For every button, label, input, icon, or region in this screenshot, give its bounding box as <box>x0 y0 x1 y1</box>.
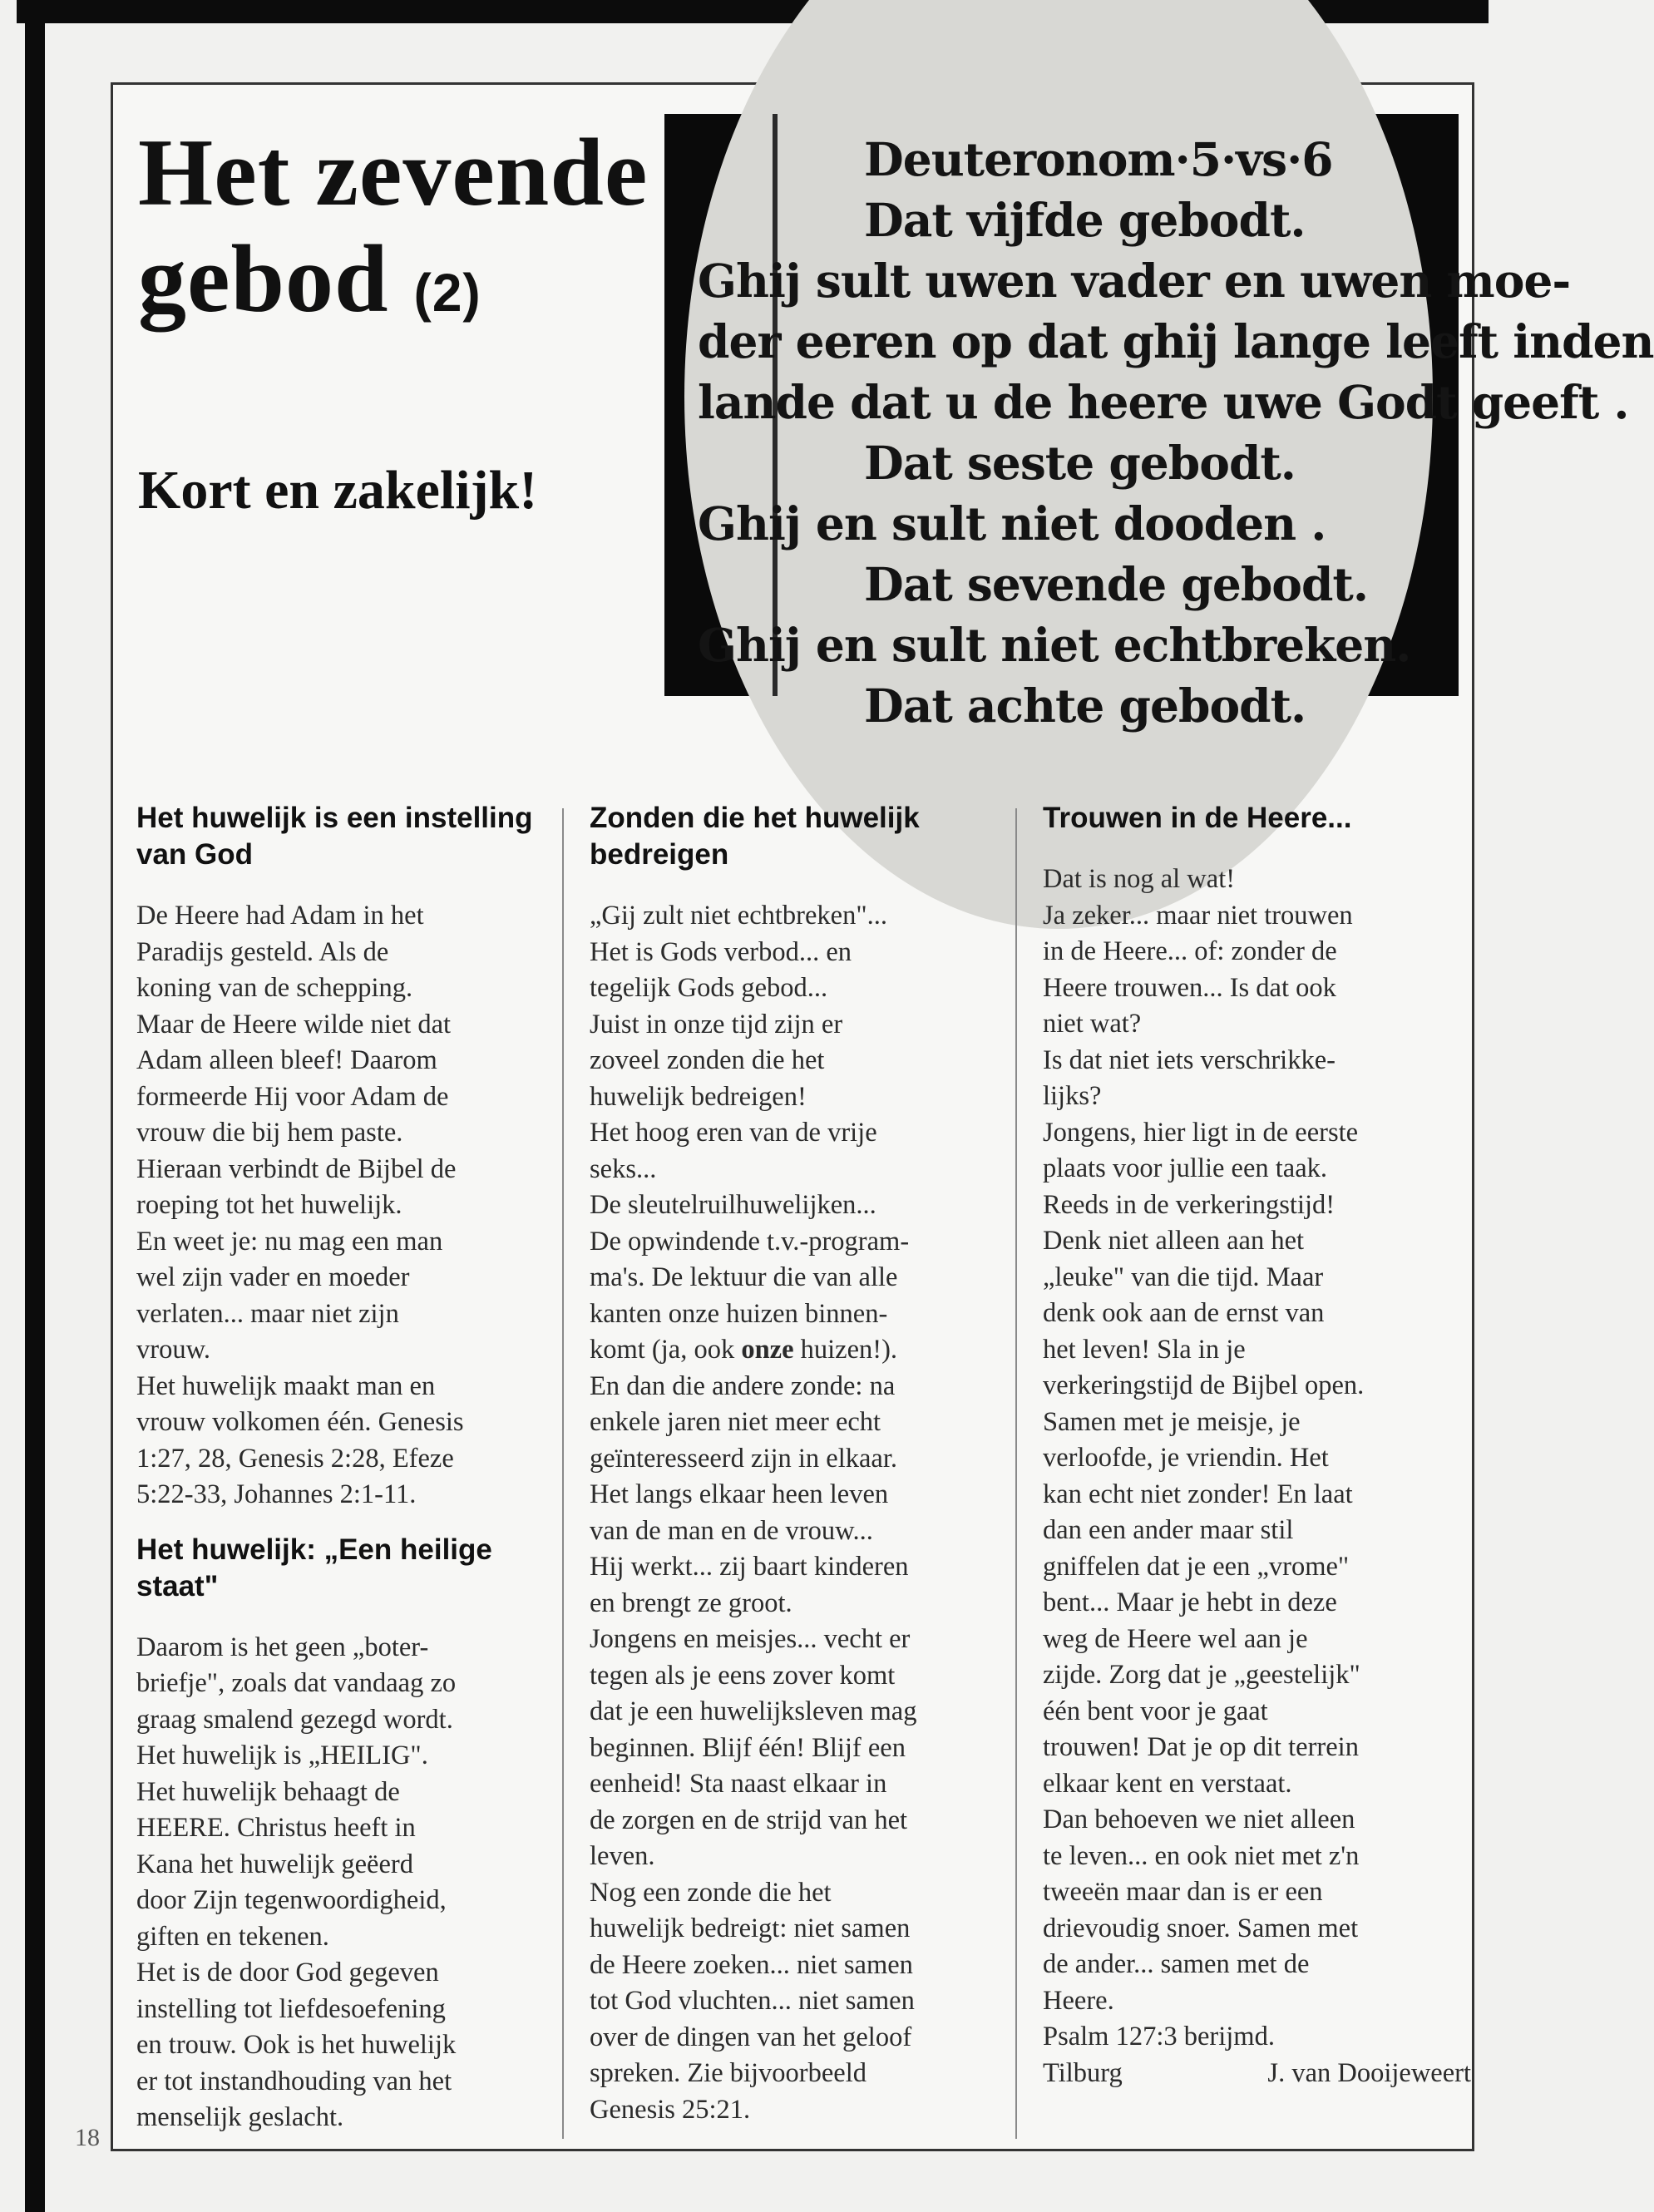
body-line: Kana het huwelijk geëerd <box>136 1849 413 1879</box>
body-line: bent... Maar je hebt in deze <box>1043 1587 1337 1617</box>
body-line: huwelijk bedreigen! <box>590 1081 807 1112</box>
body-line: En dan die andere zonde: na <box>590 1370 896 1401</box>
body-line: Het is Gods verbod... en <box>590 936 852 967</box>
body-line: Hieraan verbindt de Bijbel de <box>136 1153 457 1184</box>
body-line: menselijk geslacht. <box>136 2102 344 2132</box>
body-line: graag smalend gezegd wordt. <box>136 1704 453 1735</box>
illustration-text <box>698 129 1654 736</box>
body-line: „leuke" van die tijd. Maar <box>1043 1262 1324 1292</box>
body-line: wel zijn vader en moeder <box>136 1262 410 1292</box>
body-line: en brengt ze groot. <box>590 1587 792 1618</box>
body-line: weg de Heere wel aan je <box>1043 1623 1308 1654</box>
body-line: één bent voor je gaat <box>1043 1696 1268 1726</box>
body-line: Daarom is het geen „boter- <box>136 1632 429 1662</box>
body-line: kanten onze huizen binnen- <box>590 1298 888 1329</box>
illustration-line: Ghij en sult niet echtbreken. <box>698 618 1411 672</box>
illustration-line: Dat achte gebodt. <box>864 679 1306 733</box>
illustration-line: Dat seste gebodt. <box>864 436 1296 490</box>
body-line: HEERE. Christus heeft in <box>136 1813 416 1843</box>
body-line: zijde. Zorg dat je „geestelijk" <box>1043 1660 1360 1690</box>
signature <box>1043 2056 1471 2092</box>
ten-commandments-illustration <box>664 114 1654 733</box>
body-line: koning van de schepping. <box>136 973 413 1003</box>
middle-column <box>590 800 1018 2128</box>
body-line: formeerde Hij voor Adam de <box>136 1081 449 1112</box>
body-line: roeping tot het huwelijk. <box>136 1190 402 1220</box>
body-line: De Heere had Adam in het <box>136 901 424 931</box>
body-line: er tot instandhouding van het <box>136 2066 452 2096</box>
body-line: Juist in onze tijd zijn er <box>590 1009 843 1039</box>
body-line: drievoudig snoer. Samen met <box>1043 1913 1359 1943</box>
body-line: Is dat niet iets verschrikke- <box>1043 1044 1336 1075</box>
body-line: denk ook aan de ernst van <box>1043 1298 1325 1328</box>
body-line: Maar de Heere wilde niet dat <box>136 1009 452 1039</box>
section-heading: Het huwelijk: „Een heilige staat" <box>136 1533 492 1602</box>
body-line: „Gij zult niet echtbreken"... <box>590 901 887 931</box>
body-line: Dat is nog al wat! <box>1043 864 1236 894</box>
body-line: beginnen. Blijf één! Blijf een <box>590 1732 906 1763</box>
body-line: Denk niet alleen aan het <box>1043 1226 1305 1256</box>
body-line: tweeën maar dan is er een <box>1043 1877 1323 1907</box>
body-line: Reeds in de verkeringstijd! <box>1043 1189 1336 1220</box>
body-line: vrouw volkomen één. Genesis <box>136 1407 464 1437</box>
body-line: Paradijs gesteld. Als de <box>136 936 389 967</box>
body-line: de Heere zoeken... niet samen <box>590 1949 913 1980</box>
body-line: tegelijk Gods gebod... <box>590 973 828 1003</box>
body-line: tot God vluchten... niet samen <box>590 1986 915 2016</box>
body-line: leven. <box>590 1841 655 1871</box>
body-line: En weet je: nu mag een man <box>136 1226 443 1257</box>
body-line: elkaar kent en verstaat. <box>1043 1768 1292 1799</box>
signature-author: J. van Dooijeweert <box>1267 2057 1471 2088</box>
body-line: Het huwelijk is „HEILIG". <box>136 1740 428 1770</box>
left-column <box>136 800 565 2136</box>
article-subtitle: Kort en zakelijk! <box>138 460 538 521</box>
body-line: huwelijk bedreigt: niet samen <box>590 1913 911 1943</box>
section-body <box>1043 862 1471 2056</box>
body-line: Jongens en meisjes... vecht er <box>590 1624 911 1654</box>
body-line: verlaten... maar niet zijn <box>136 1298 399 1329</box>
body-line: spreken. Zie bijvoorbeeld <box>590 2058 867 2088</box>
page-number: 18 <box>75 2124 100 2151</box>
body-line: verkeringstijd de Bijbel open. <box>1043 1370 1365 1400</box>
body-line: tegen als je eens zover komt <box>590 1660 896 1691</box>
body-line: niet wat? <box>1043 1009 1142 1039</box>
body-line: in de Heere... of: zonder de <box>1043 936 1337 966</box>
title-text: Het zevende gebod <box>138 120 649 333</box>
body-line: gniffelen dat je een „vrome" <box>1043 1551 1350 1582</box>
body-line: instelling tot liefdesoefening <box>136 1993 446 2024</box>
body-line: dan een ander maar stil <box>1043 1515 1294 1545</box>
body-line: Het huwelijk behaagt de <box>136 1776 400 1807</box>
article-page <box>111 82 1654 2151</box>
body-text: huizen!). <box>793 1335 898 1365</box>
body-line: enkele jaren niet meer echt <box>590 1407 881 1437</box>
title-suffix: (2) <box>413 263 481 323</box>
body-line: geïnteresseerd zijn in elkaar. <box>590 1443 897 1474</box>
body-text: komt (ja, ook <box>590 1335 742 1365</box>
body-line: het leven! Sla in je <box>1043 1334 1246 1365</box>
illustration-line: lande dat u de heere uwe Godt geeft . <box>698 375 1629 429</box>
body-line: te leven... en ook niet met z'n <box>1043 1840 1360 1871</box>
body-line: de ander... samen met de <box>1043 1949 1310 1979</box>
body-line: trouwen! Dat je op dit terrein <box>1043 1732 1359 1762</box>
illustration-line: Dat vijfde gebodt. <box>864 193 1306 247</box>
body-line: Psalm 127:3 berijmd. <box>1043 2022 1275 2052</box>
body-line: De sleutelruilhuwelijken... <box>590 1190 876 1220</box>
body-line: Heere trouwen... Is dat ook <box>1043 972 1336 1003</box>
body-line: giften en tekenen. <box>136 1921 329 1952</box>
section-heading: Trouwen in de Heere... <box>1043 802 1352 834</box>
body-line: Het langs elkaar heen leven <box>590 1479 889 1509</box>
body-line: Het is de door God gegeven <box>136 1958 439 1987</box>
section-heading: Het huwelijk is een instelling van God <box>136 802 533 871</box>
body-line: ma's. De lektuur die van alle <box>590 1262 898 1292</box>
body-line: Samen met je meisje, je <box>1043 1406 1301 1437</box>
body-line: Jongens, hier ligt in de eerste <box>1043 1117 1359 1148</box>
body-line: verloofde, je vriendin. Het <box>1043 1443 1329 1473</box>
illustration-line: der eeren op dat ghij lange leeft inden <box>698 314 1654 368</box>
body-line: Dan behoeven we niet alleen <box>1043 1805 1355 1834</box>
body-line: van de man en de vrouw... <box>590 1515 873 1546</box>
body-line: vrouw die bij hem paste. <box>136 1118 403 1148</box>
body-line: over de dingen van het geloof <box>590 2022 912 2052</box>
body-line: briefje", zoals dat vandaag zo <box>136 1668 457 1698</box>
body-line: seks... <box>590 1153 657 1184</box>
section-body <box>136 898 565 1513</box>
body-line <box>590 1332 1018 1369</box>
section-heading: Zonden die het huwelijk bedreigen <box>590 802 920 871</box>
body-line: Adam alleen bleef! Daarom <box>136 1045 437 1075</box>
body-line: door Zijn tegenwoordigheid, <box>136 1885 447 1915</box>
body-line: Nog een zonde die het <box>590 1877 832 1908</box>
illustration-line: Ghij en sult niet dooden . <box>698 496 1326 551</box>
body-line: dat je een huwelijksleven mag <box>590 1696 917 1726</box>
scan-left-border <box>25 23 45 2212</box>
body-line: kan echt niet zonder! En laat <box>1043 1479 1353 1509</box>
body-line: de zorgen en de strijd van het <box>590 1805 908 1835</box>
body-line: lijks? <box>1043 1081 1102 1111</box>
emphasis-text: onze <box>741 1335 794 1365</box>
body-line: De opwindende t.v.-program- <box>590 1226 910 1257</box>
body-line: plaats voor jullie een taak. <box>1043 1153 1328 1183</box>
section-body <box>590 898 1018 1332</box>
body-line: 5:22-33, Johannes 2:1-11. <box>136 1479 417 1509</box>
body-line: zoveel zonden die het <box>590 1045 825 1075</box>
body-line: Ja zeker... maar niet trouwen <box>1043 900 1353 931</box>
body-line: vrouw. <box>136 1335 211 1365</box>
body-line: en trouw. Ook is het huwelijk <box>136 2030 457 2060</box>
section-body <box>136 1630 565 2136</box>
right-column <box>1043 800 1471 2091</box>
body-line: Het hoog eren van de vrije <box>590 1118 877 1148</box>
body-line: Het huwelijk maakt man en <box>136 1370 436 1401</box>
body-line: Hij werkt... zij baart kinderen <box>590 1552 909 1582</box>
section-body <box>590 1369 1018 2129</box>
illustration-line: Ghij sult uwen vader en uwen moe- <box>698 254 1571 308</box>
body-line: 1:27, 28, Genesis 2:28, Efeze <box>136 1443 454 1474</box>
body-line: eenheid! Sta naast elkaar in <box>590 1769 887 1799</box>
illustration-line: Dat sevende gebodt. <box>864 557 1368 611</box>
body-line: Genesis 25:21. <box>590 2094 751 2125</box>
illustration-line: Deuteronom·5·vs·6 <box>864 132 1333 186</box>
body-line: Heere. <box>1043 1985 1114 2016</box>
signature-place: Tilburg <box>1043 2057 1123 2088</box>
